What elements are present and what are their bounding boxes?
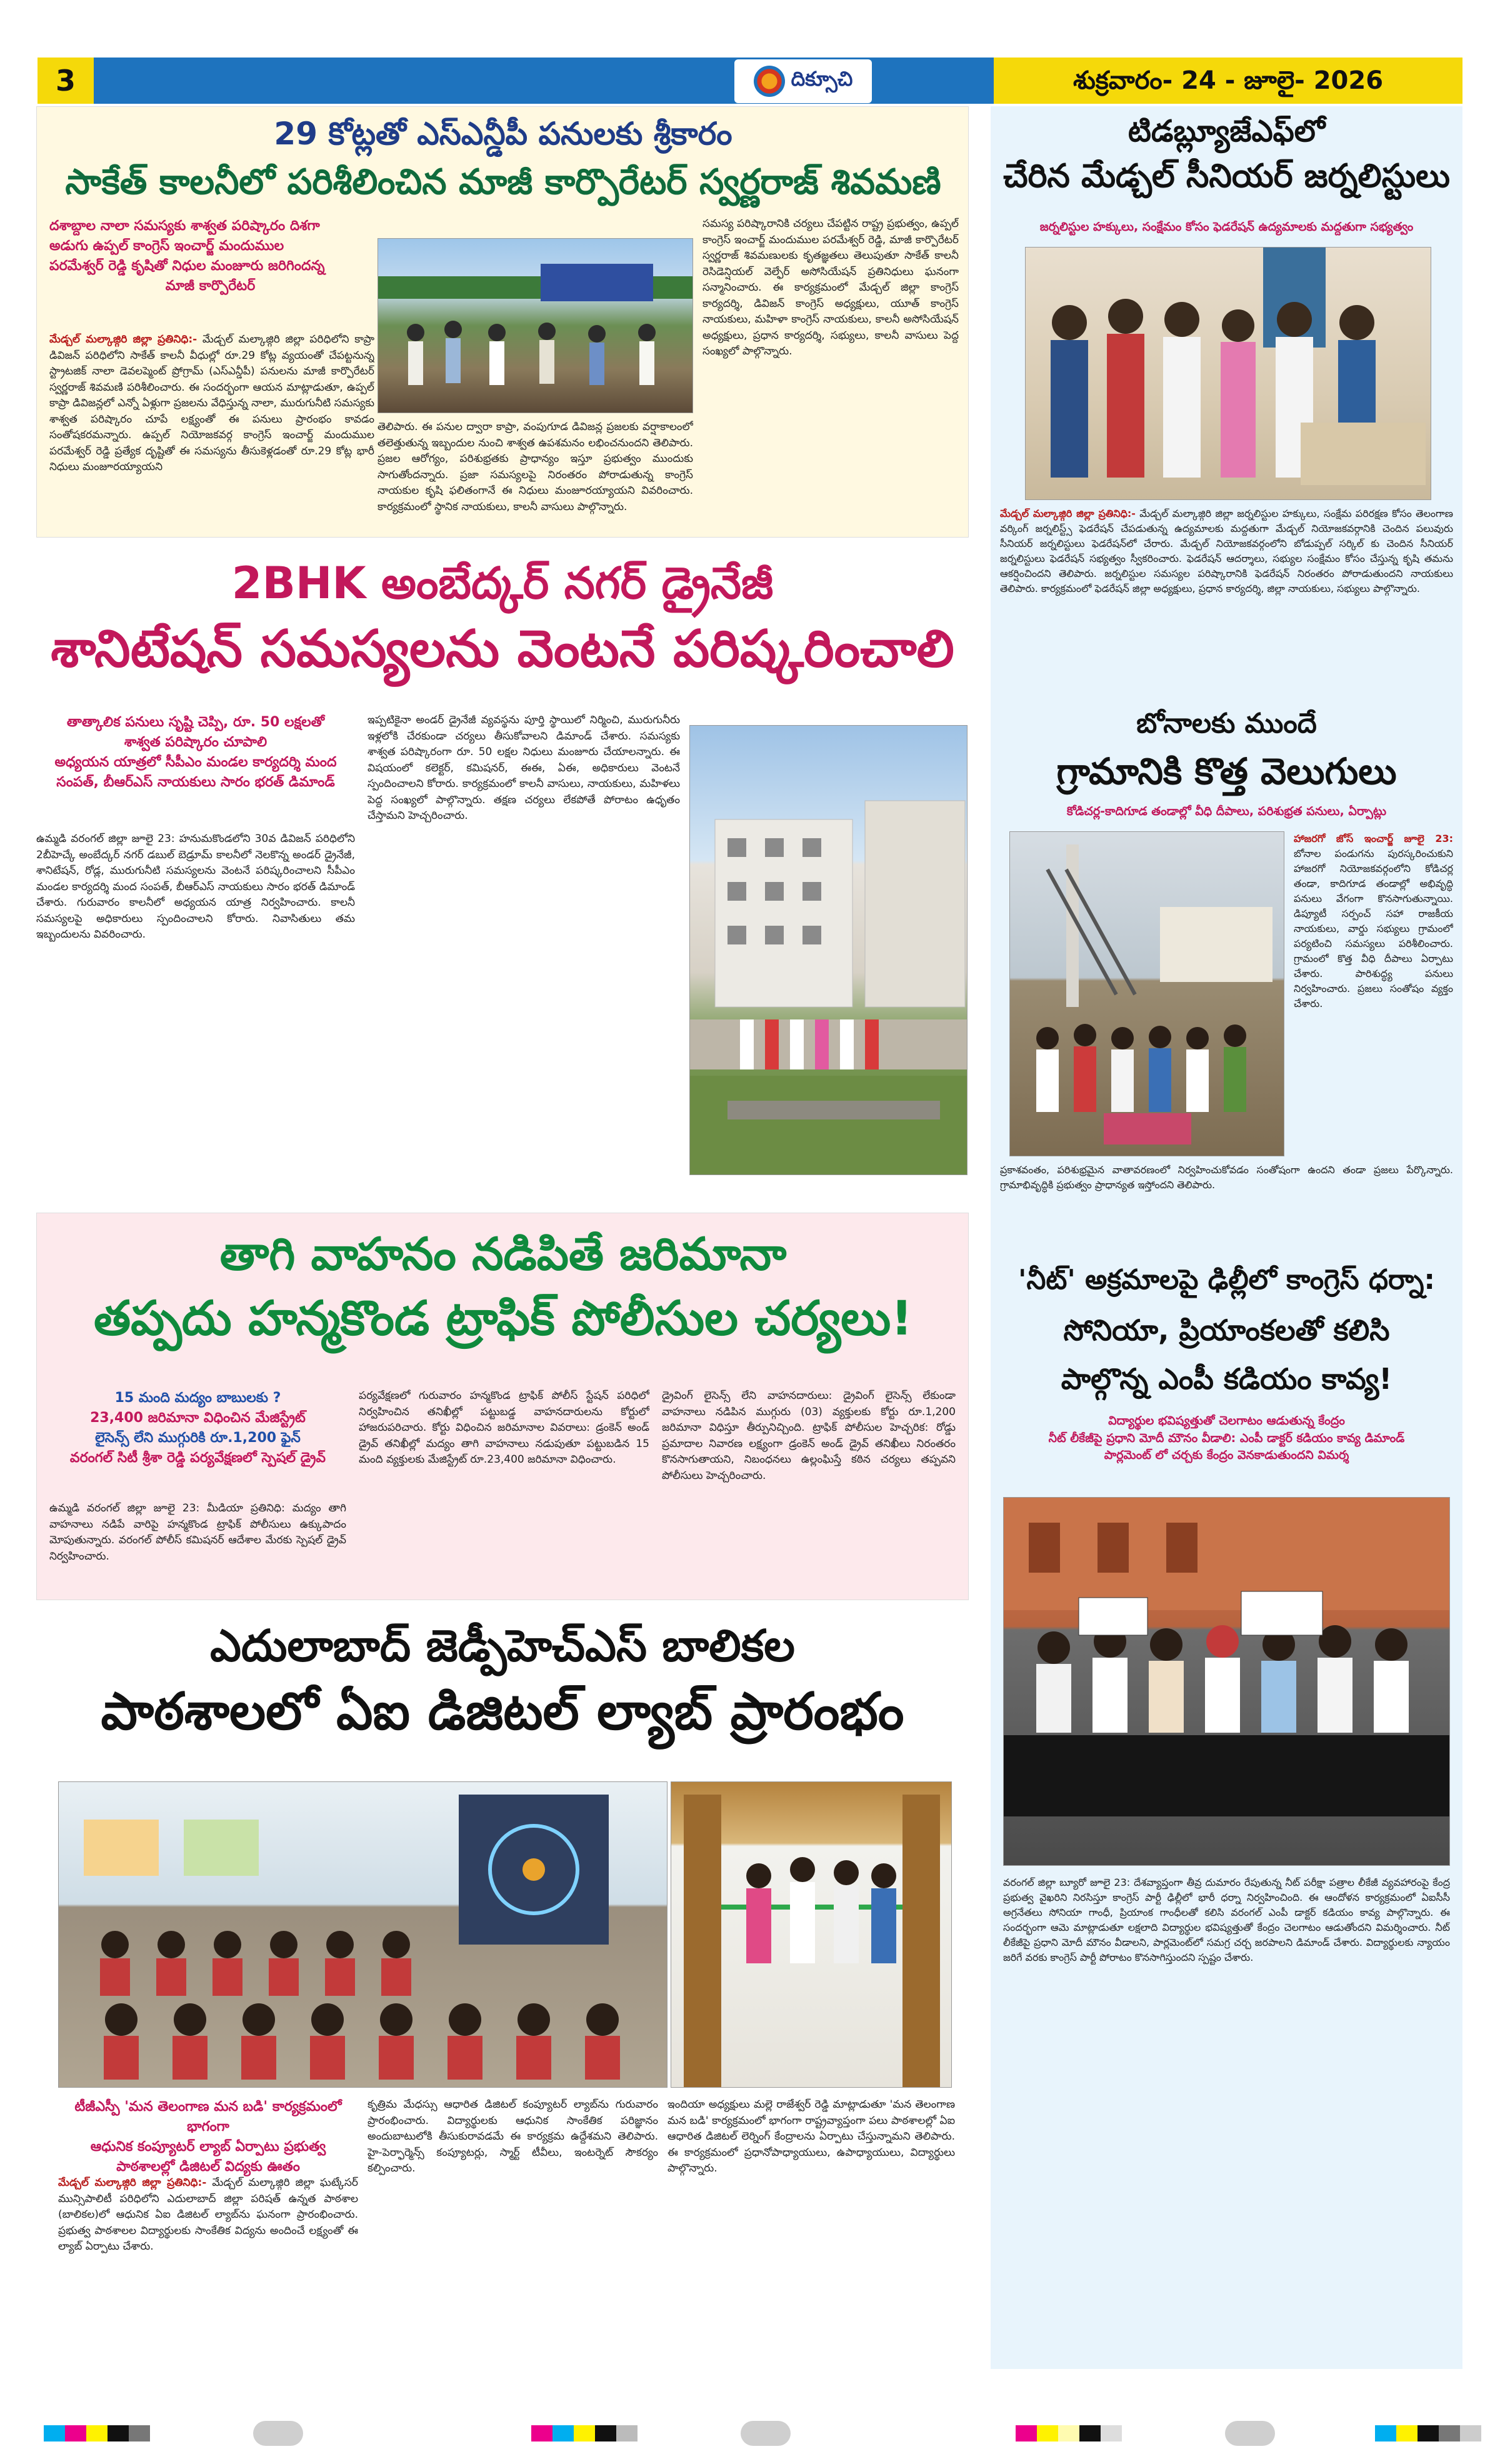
story4-sub-1: టీజీఎస్పీ 'మన తెలంగాణ మన బడి' కార్యక్రమంలో భాగంగా	[74, 2099, 342, 2135]
story-ai-lab	[36, 1613, 969, 2375]
story7-sub-3: పార్లమెంట్ లో చర్చకు కేంద్రం వెనకాడుతుందని విమర్శ	[1104, 1448, 1349, 1463]
story7-headline-1: 'నీట్' అక్రమాలపై ఢిల్లీలో కాంగ్రెస్ ధర్నా:	[1018, 1264, 1435, 1296]
story3-headline-1: తాగి వాహనం నడిపితే జరిమానా	[219, 1228, 787, 1280]
story3-col3: డ్రైవింగ్ లైసెన్స్ లేని వాహనదారులు: డ్రైవింగ్ లైసెన్స్ లేకుండా వాహనాలు నడిపిన ముగ్గురు (03) వ్యక్తులకు కోర్టు రూ.1,200 జరిమానా విధిస్తూ తీర్పునిచ్చింది. ట్రాఫిక్ పోలీసుల హెచ్చరిక: రోడ్డు ప్రమాదాల నివారణ లక్ష్యంగా డ్రంకెన్ అండ్ డ్రైవ్ తనిఖీలు నిరంతరం కొనసాగుతాయని, నిబంధనలు ఉల్లంఘిస్తే కఠిన చర్యలు తప్పవని పోలీసులు హెచ్చరించారు.	[662, 1390, 956, 1482]
masthead-logo	[734, 59, 872, 103]
story7-sub-1: విద్యార్థుల భవిష్యత్తుతో చెలగాటం ఆడుతున్న కేంద్రం	[1108, 1414, 1345, 1428]
registration-mark-1	[253, 2421, 303, 2446]
story3-col1: ఉమ్మడి వరంగల్ జిల్లా జూలై 23: మీడియా ప్రతినిధి: మద్యం తాగి వాహనాలు నడిపే వారిపై హన్మకొండ ట్రాఫిక్ పోలీసులు ఉక్కుపాదం మోపుతున్నారు. వరంగల్ పోలీస్ కమిషనర్ ఆదేశాల మేరకు స్పెషల్ డ్రైవ్ నిర్వహించారు.	[49, 1502, 346, 1563]
story-snpd-works	[36, 106, 969, 538]
story4-headline-1: ఎదులాబాద్ జెడ్పీహెచ్ఎస్ బాలికల	[210, 1620, 795, 1671]
story1-col2: తెలిపారు. ఈ పనుల ద్వారా కాప్రా, వంపుగూడ డివిజన్ల ప్రజలకు వర్షాకాలంలో తలెత్తుతున్న ఇబ్బందుల నుంచి శాశ్వత ఉపశమనం లభించనుందని తెలిపారు. ప్రజల ఆరోగ్యం, పరిశుభ్రతకు ప్రాధాన్యం ఇస్తూ ప్రభుత్వం ముందుకు సాగుతోందన్నారు. ప్రజా సమస్యలపై నిరంతరం పోరాడుతున్న కాంగ్రెస్ నాయకుల కృషి ఫలితంగానే ఈ నిధులు మంజూరయ్యాయని వివరించారు. కార్యక్రమంలో స్థానిక నాయకులు, కాలనీ వాసులు పాల్గొన్నారు.	[378, 421, 693, 513]
story4-photo-students	[58, 1781, 668, 2088]
story2-headline-2: శానిటేషన్ సమస్యలను వెంటనే పరిష్కరించాలి	[51, 619, 954, 679]
story6-col1: బోనాల పండుగను పురస్కరించుకుని హాజరగో నియోజకవర్గంలోని కోడిచర్ల తండా, కాదిగూడ తండాల్లో అభివృద్ధి పనులు వేగంగా కొనసాగుతున్నాయి. డిప్యూటీ సర్పంచ్ సహా రాజకీయ నాయకులు, వార్డు సభ్యులు గ్రామంలో పర్యటించి సమస్యలు పరిశీలించారు. గ్రామంలో కొత్త వీధి దీపాలు ఏర్పాటు చేశారు. పారిశుద్ధ్య పనులు నిర్వహించారు. ప్రజలు సంతోషం వ్యక్తం చేశారు.	[1294, 848, 1453, 1009]
story-ambedkar-nagar	[36, 544, 969, 1200]
story2-sub-4: సంపత్, బీఆర్ఎస్ నాయకులు సారం భరత్ డిమాండ్	[56, 774, 335, 790]
story4-headline-2: పాఠశాలలో ఏఐ డిజిటల్ ల్యాబ్ ప్రారంభం	[101, 1682, 904, 1741]
story5-sub-1: జర్నలిస్టుల హక్కులు, సంక్షేమం కోసం ఫెడరేషన్ ఉద్యమాలకు మద్దతుగా సభ్యత్వం	[1039, 220, 1414, 234]
page-number: 3	[38, 58, 94, 104]
color-bar-right	[1016, 2425, 1122, 2441]
story6-photo-art	[1010, 832, 1284, 1156]
story3-sub-2: 23,400 జరిమానా విధించిన మేజిస్ట్రేట్	[90, 1410, 306, 1426]
story4-col3: ఇందియా అధ్యక్షులు మల్లె రాజేశ్వర్ రెడ్డి మాట్లాడుతూ 'మన తెలంగాణ మన బడి' కార్యక్రమంలో భాగంగా రాష్ట్రవ్యాప్తంగా పలు పాఠశాలల్లో ఏఐ ఆధారిత డిజిటల్ లెర్నింగ్ కేంద్రాలను ఏర్పాటు చేస్తున్నామని తెలిపారు. ఈ కార్యక్రమంలో ప్రధానోపాధ్యాయులు, ఉపాధ్యాయులు, విద్యార్థులు పాల్గొన్నారు.	[668, 2098, 955, 2175]
story2-sub-3: అధ్యయన యాత్రలో సీపీఎం మండల కార్యదర్శి మంద	[54, 754, 337, 770]
issue-date: శుక్రవారం- 24 - జూలై- 2026	[994, 58, 1462, 104]
story7-headline-3: పాల్గొన్న ఎంపీ కడియం కావ్య!	[1061, 1362, 1392, 1396]
story1-sub-4: మాజీ కార్పొరేటర్	[165, 278, 256, 294]
registration-mark-3	[1225, 2421, 1275, 2446]
story7-body: వరంగల్ జిల్లా బ్యూరో జూలై 23: దేశవ్యాప్తంగా తీవ్ర దుమారం రేపుతున్న నీట్ పరీక్షా పత్రాల లీకేజీ వ్యవహారంపై కేంద్ర ప్రభుత్వ వైఖరిని నిరసిస్తూ కాంగ్రెస్ పార్టీ ఢిల్లీలో భారీ ధర్నా నిర్వహించింది. ఈ ఆందోళన కార్యక్రమంలో ఏఐసీసీ అగ్రనేతలు సోనియా గాంధీ, ప్రియాంక గాంధీలతో కలిసి వరంగల్ ఎంపీ డాక్టర్ కడియం కావ్య పాల్గొన్నారు. ఈ సందర్భంగా ఆమె మాట్లాడుతూ లక్షలాది విద్యార్థుల భవిష్యత్తుతో కేంద్రం చెలగాటం ఆడుతోందని విమర్శించారు. నీట్ లీకేజీపై ప్రధాని మోదీ మౌనం వీడాలని, పార్లమెంట్‌లో సమగ్ర చర్చ జరపాలని డిమాండ్ చేశారు. విద్యార్థులకు న్యాయం జరిగే వరకు కాంగ్రెస్ పార్టీ పోరాటం కొనసాగిస్తుందని స్పష్టం చేశారు.	[1003, 1876, 1450, 1963]
story-bonalu-lights	[991, 694, 1462, 1244]
story4-photo-inauguration-art	[671, 1782, 952, 2088]
story7-headline-2: సోనియా, ప్రియాంకలతో కలిసి	[1063, 1313, 1390, 1347]
story5-photo-art	[1026, 248, 1431, 500]
story2-col2: ఇప్పటికైనా అండర్ డ్రైనేజీ వ్యవస్థను పూర్తి స్థాయిలో నిర్మించి, మురుగునీరు ఇళ్లలోకి చేరకుండా చర్యలు తీసుకోవాలని డిమాండ్ చేశారు. సమస్యకు శాశ్వత పరిష్కారంగా రూ. 50 లక్షల నిధులు మంజూరు చేయాలన్నారు. ఈ విషయంలో కలెక్టర్, కమిషనర్, ఈఈ, ఏఈ, అధికారులు వెంటనే స్పందించాలని కోరారు. కార్యక్రమంలో కాలనీ వాసులు, నాయకులు, మహిళలు పెద్ద సంఖ్యలో పాల్గొన్నారు. తక్షణ చర్యలు లేకపోతే పోరాటం ఉధృతం చేస్తామని హెచ్చరించారు.	[368, 714, 680, 822]
story5-photo	[1025, 247, 1431, 500]
story1-sub-2: అడుగు ఉప్పల్ కాంగ్రెస్ ఇంచార్జ్ మందుముల	[49, 238, 284, 254]
story3-col2: పర్యవేక్షణలో గురువారం హన్మకొండ ట్రాఫిక్ పోలీస్ స్టేషన్ పరిధిలో నిర్వహించిన తనిఖీల్లో పట్టుబడ్డ వాహనదారులను కోర్టులో హాజరుపరిచారు. కోర్టు విధించిన జరిమానాల వివరాలు: డ్రంకెన్ అండ్ డ్రైవ్ తనిఖీల్లో మద్యం తాగి వాహనాలు నడుపుతూ పట్టుబడిన 15 మంది వ్యక్తులకు మేజిస్ట్రేట్ రూ.23,400 జరిమానా విధించారు.	[359, 1390, 649, 1466]
story2-headline-1: 2BHK అంబేద్కర్ నగర్ డ్రైనేజీ	[231, 558, 774, 609]
story-journalists-join	[991, 106, 1462, 681]
story1-photo	[378, 238, 693, 413]
registration-mark-2	[741, 2421, 791, 2446]
story1-sub-3: పరమేశ్వర్ రెడ్డి కృషితో నిధుల మంజూరు జరిగిందన్న	[49, 258, 325, 274]
story6-dateline: హాజరగో జోస్ ఇంచార్జ్ జూలై 23:	[1294, 833, 1453, 844]
story-drunk-driving	[36, 1213, 969, 1600]
story7-photo	[1003, 1497, 1450, 1866]
story6-tail: ప్రకాశవంతం, పరిశుభ్రమైన వాతావరణంలో నిర్వహించుకోవడం సంతోషంగా ఉందని తండా ప్రజలు పేర్కొన్నారు. గ్రామాభివృద్ధికి ప్రభుత్వం ప్రాధాన్యత ఇస్తోందని తెలిపారు.	[1000, 1164, 1453, 1191]
story4-photo-students-art	[59, 1782, 668, 2088]
story1-sub-1: దశాబ్దాల నాలా సమస్యకు శాశ్వత పరిష్కారం దిశగా	[49, 218, 320, 234]
story3-sub-4: వరంగల్ సిటీ శ్రీశా రెడ్డి పర్యవేక్షణలో స్పెషల్ డ్రైవ్	[69, 1450, 326, 1466]
story1-col3: సమస్య పరిష్కారానికి చర్యలు చేపట్టిన రాష్ట్ర ప్రభుత్వం, ఉప్పల్ కాంగ్రెస్ ఇంచార్జ్ మందుముల పరమేశ్వర్ రెడ్డి, మాజీ కార్పొరేటర్ స్వర్ణరాజ్ శివమణులకు కృతజ్ఞతలు తెలుపుతూ సాకేత్ కాలనీ రెసిడెన్షియల్ వెల్ఫేర్ అసోసియేషన్ ప్రతినిధులు ఘనంగా సన్మానించారు. ఈ కార్యక్రమంలో మేడ్చల్ జిల్లా కాంగ్రెస్ కార్యదర్శి, డివిజన్ కాంగ్రెస్ అధ్యక్షులు, యూత్ కాంగ్రెస్ నాయకులు, మహిళా కాంగ్రెస్ నాయకులు, కాలనీ అసోసియేషన్ అధ్యక్షులు, ప్రధాన కార్యదర్శి, సభ్యులు, కాలనీ వాసులు పెద్ద సంఖ్యలో పాల్గొన్నారు.	[702, 218, 959, 358]
story1-dateline: మేడ్చల్ మల్కాజ్గిరి జిల్లా ప్రతినిధి:-	[49, 333, 198, 346]
story2-photo	[689, 725, 968, 1175]
compass-logo-icon	[754, 66, 785, 97]
story4-photo-inauguration	[671, 1781, 952, 2088]
story3-sub-1: 15 మంది మద్యం బాబులకు ?	[114, 1390, 281, 1406]
story3-sub-3: లైసెన్స్ లేని ముగ్గురికి రూ.1,200 ఫైన్	[95, 1430, 301, 1446]
color-bar-center	[531, 2425, 638, 2441]
story6-sub-1: కోడిచర్ల-కాదిగూడ తండాల్లో వీధి దీపాలు, పరిశుభ్రత పనులు, ఏర్పాట్లు	[1066, 804, 1387, 818]
color-bar-far-right	[1375, 2425, 1481, 2441]
story1-headline-1: 29 కోట్లతో ఎస్ఎన్డీపీ పనులకు శ్రీకారం	[274, 116, 732, 152]
story5-headline-1: టిడబ్ల్యూజేఎఫ్‌లో	[1128, 114, 1326, 149]
story2-sub-1: తాత్కాలిక పనులు సృష్టి చెప్పి, రూ. 50 లక్షలతో	[66, 714, 325, 730]
story5-headline-2: చేరిన మేడ్చల్ సీనియర్ జర్నలిస్టులు	[1003, 158, 1450, 195]
story5-body: మేడ్చల్ మల్కాజ్గిరి జిల్లా జర్నలిస్టుల హక్కులు, సంక్షేమ పరిరక్షణ కోసం తెలంగాణ వర్కింగ్ జర్నలిస్ట్స్ ఫెడరేషన్ చేపడుతున్న ఉద్యమాలకు మద్దతుగా మేడ్చల్ నియోజకవర్గానికి చెందిన పలువురు సీనియర్ జర్నలిస్టులు ఫెడరేషన్‌లో చేరారు. మేడ్చల్ నియోజకవర్గంలోని బోడుప్పల్ సర్కిల్ కు చెందిన సీనియర్ జర్నలిస్టులు ఫెడరేషన్ సభ్యత్వం స్వీకరించారు. ఫెడరేషన్ ఆదర్శాలు, సభ్యుల సంక్షేమం కోసం చేస్తున్న కృషి తమను ఆకర్షించిందని తెలిపారు. జర్నలిస్టుల సమస్యల పరిష్కారానికి ఫెడరేషన్ నిరంతరం పోరాడుతుందని నాయకులు తెలిపారు. కార్యక్రమంలో ఫెడరేషన్ జిల్లా అధ్యక్షులు, ప్రధాన కార్యదర్శి, జిల్లా నాయకులు, సభ్యులు పాల్గొన్నారు.	[1000, 508, 1453, 594]
story4-sub-2: ఆధునిక కంప్యూటర్ ల్యాబ్ ఏర్పాటు ప్రభుత్వ	[90, 2138, 326, 2155]
story-neet-protest	[991, 1250, 1462, 2369]
story2-photo-art	[690, 726, 968, 1175]
story7-sub-2: నీట్ లీకేజీపై ప్రధాని మోదీ మౌనం వీడాలి: ఎంపీ డాక్టర్ కడియం కావ్య డిమాండ్	[1048, 1431, 1405, 1445]
story3-headline-2: తప్పదు హన్మకొండ ట్రాఫిక్ పోలీసుల చర్యలు!	[94, 1290, 912, 1346]
story6-headline-1: బోనాలకు ముందే	[1136, 708, 1317, 739]
story6-headline-2: గ్రామానికి కొత్త వెలుగులు	[1056, 750, 1397, 793]
story7-photo-art	[1004, 1498, 1450, 1866]
logo-text: దిక్సూచి	[791, 67, 853, 91]
story1-col1: మేడ్చల్ మల్కాజ్గిరి జిల్లా పరిధిలోని కాప్రా డివిజన్ పరిధిలోని సాకేత్ కాలనీ వీధుల్లో రూ.29 కోట్ల వ్యయంతో చేపట్టనున్న స్ట్రాటజిక్ నాలా డెవలప్మెంట్ ప్రోగ్రామ్ (ఎస్ఎన్డీపీ) పనులను మాజీ కార్పొరేటర్ స్వర్ణరాజ్ శివమణి పరిశీలించారు. ఈ సందర్భంగా ఆయన మాట్లాడుతూ, ఉప్పల్ కాప్రా డివిజన్లలో ఎన్నో ఏళ్లుగా ప్రజలను వేధిస్తున్న నాలా, మురుగునీటి సమస్యకు శాశ్వత పరిష్కారం చూపే లక్ష్యంతో ఈ పనులు ప్రారంభం కావడం సంతోషకరమన్నారు. ఉప్పల్ నియోజకవర్గ కాంగ్రెస్ ఇంచార్జ్ మందుముల పరమేశ్వర్ రెడ్డి ప్రత్యేక దృష్టితో ఈ సమస్యను తీసుకెళ్లడంతో రూ.29 కోట్ల భారీ నిధులు మంజూరయ్యాయని	[49, 333, 374, 473]
story4-dateline: మేడ్చల్ మల్కాజ్గిరి జిల్లా ప్రతినిధి:-	[58, 2176, 207, 2189]
story4-col2: కృత్రిమ మేధస్సు ఆధారిత డిజిటల్ కంప్యూటర్ ల్యాబ్‌ను గురువారం ప్రారంభించారు. విద్యార్థులకు ఆధునిక సాంకేతిక పరిజ్ఞానం అందుబాటులోకి తీసుకురావడమే ఈ కార్యక్రమ ఉద్దేశమని తెలిపారు. హై-పెర్ఫార్మెన్స్ కంప్యూటర్లు, స్మార్ట్ టీవీలు, ఇంటర్నెట్ సౌకర్యం కల్పించారు.	[368, 2098, 658, 2175]
story2-col1: ఉమ్మడి వరంగల్ జిల్లా జూలై 23: హనుమకొండలోని 30వ డివిజన్ పరిధిలోని 2బీహెచ్కే అంబేద్కర్ నగర్ డబుల్ బెడ్రూమ్ కాలనీలో నెలకొన్న అండర్ డ్రైనేజీ, శానిటేషన్, రోడ్ల, మురుగునీటి సమస్యలను వెంటనే పరిష్కరించాలని సీపీఎం మండల కార్యదర్శి మంద సంపత్, బీఆర్ఎస్ నాయకులు సారం భరత్ డిమాండ్ చేశారు. గురువారం కాలనీలో అధ్యయన యాత్ర నిర్వహించారు. కాలనీ సమస్యలపై అధికారులు స్పందించాలని కోరారు. నివాసితులు తమ ఇబ్బందులను వివరించారు.	[36, 833, 355, 941]
story1-photo-art	[378, 239, 693, 413]
story1-headline-2: సాకేత్ కాలనీలో పరిశీలించిన మాజీ కార్పొరేటర్ స్వర్ణరాజ్ శివమణి	[65, 162, 941, 203]
story4-col1: మేడ్చల్ మల్కాజ్గిరి జిల్లా ఘట్కేసర్ మున్సిపాలిటీ పరిధిలోని ఎదులాబాద్ జిల్లా పరిషత్ ఉన్నత పాఠశాల (బాలికల)లో ఆధునిక ఏఐ డిజిటల్ ల్యాబ్‌ను ఘనంగా ప్రారంభించారు. ప్రభుత్వ పాఠశాలల విద్యార్థులకు సాంకేతిక విద్యను అందించే లక్ష్యంతో ఈ ల్యాబ్ ఏర్పాటు చేశారు.	[58, 2176, 358, 2253]
story4-sub-3: పాఠశాలల్లో డిజిటల్ విద్యకు ఊతం	[116, 2158, 300, 2175]
color-bar-left	[44, 2425, 150, 2441]
story5-dateline: మేడ్చల్ మల్కాజ్గిరి జిల్లా ప్రతినిధి:-	[1000, 508, 1136, 519]
story6-photo	[1009, 831, 1284, 1156]
story2-sub-2: శాశ్వత పరిష్కారం చూపాలి	[124, 734, 268, 750]
